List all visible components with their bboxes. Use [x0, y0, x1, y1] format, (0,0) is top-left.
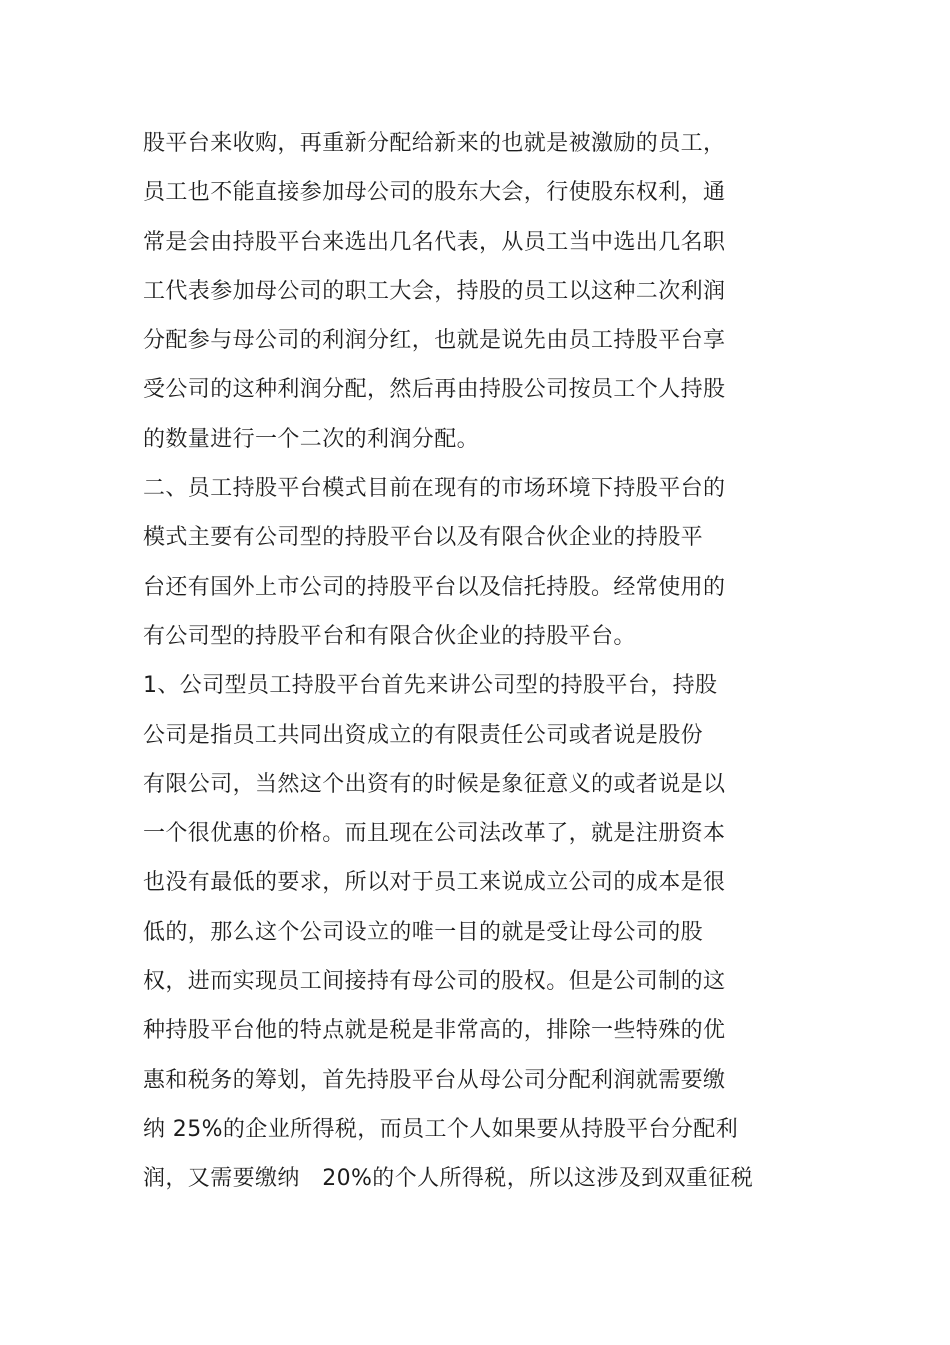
text-line-16: 也没有最低的要求，所以对于员工来说成立公司的成本是很 — [143, 870, 726, 896]
text-line-22: 润，又需要缴纳 20%的个人所得税，所以这涉及到双重征税 — [143, 1166, 754, 1192]
text-line-2: 员工也不能直接参加母公司的股东大会，行使股东权利，通 — [143, 180, 726, 206]
text-line-10: 台还有国外上市公司的持股平台以及信托持股。经常使用的 — [143, 574, 726, 600]
text-line-15: 一个很优惠的价格。而且现在公司法改革了，就是注册资本 — [143, 821, 726, 847]
body-text — [143, 119, 783, 1204]
text-line-5: 分配参与母公司的利润分红，也就是说先由员工持股平台享 — [143, 328, 726, 354]
text-line-7: 的数量进行一个二次的利润分配。 — [143, 426, 480, 452]
text-line-3: 常是会由持股平台来选出几名代表，从员工当中选出几名职 — [143, 229, 726, 255]
text-line-18: 权，进而实现员工间接持有母公司的股权。但是公司制的这 — [143, 969, 726, 995]
text-line-17: 低的，那么这个公司设立的唯一目的就是受让母公司的股 — [143, 919, 704, 945]
text-line-8: 二、员工持股平台模式目前在现有的市场环境下持股平台的 — [143, 476, 726, 502]
text-line-19: 种持股平台他的特点就是税是非常高的，排除一些特殊的优 — [143, 1018, 726, 1044]
text-line-9: 模式主要有公司型的持股平台以及有限合伙企业的持股平 — [143, 525, 704, 551]
text-line-21: 纳 25%的企业所得税，而员工个人如果要从持股平台分配利 — [143, 1116, 739, 1142]
text-line-1: 股平台来收购，再重新分配给新来的也就是被激励的员工， — [143, 131, 726, 156]
text-line-6: 受公司的这种利润分配，然后再由持股公司按员工个人持股 — [143, 377, 726, 403]
text-line-13: 公司是指员工共同出资成立的有限责任公司或者说是股份 — [143, 722, 704, 748]
text-line-4: 工代表参加母公司的职工大会，持股的员工以这种二次利润 — [143, 278, 726, 304]
text-line-20: 惠和税务的筹划，首先持股平台从母公司分配利润就需要缴 — [143, 1067, 726, 1093]
text-line-11: 有公司型的持股平台和有限合伙企业的持股平台。 — [143, 623, 636, 649]
text-line-14: 有限公司，当然这个出资有的时候是象征意义的或者说是以 — [143, 771, 726, 797]
text-line-12: 1、公司型员工持股平台首先来讲公司型的持股平台，持股 — [143, 673, 718, 699]
